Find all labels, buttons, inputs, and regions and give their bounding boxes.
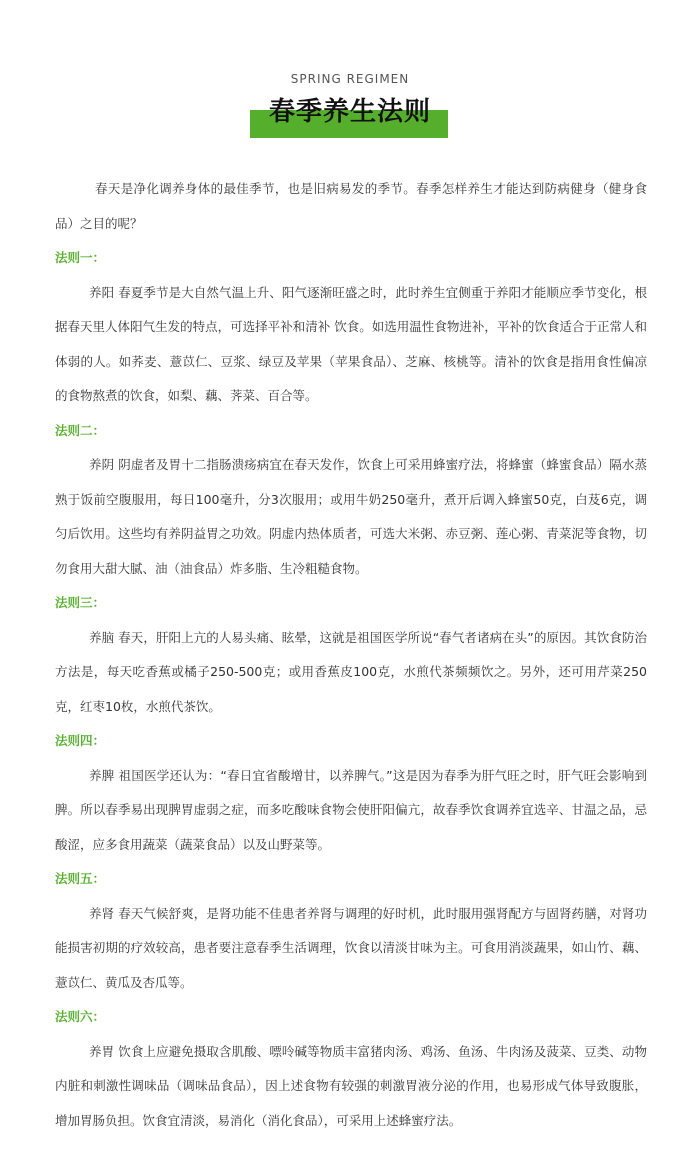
- rule-section-6: [55, 1000, 647, 1138]
- rule-text: 养胃 饮食上应避免摄取含肌酸、嘌呤碱等物质丰富猪肉汤、鸡汤、鱼汤、牛肉汤及菠菜、豆类、动物内脏和刺激性调味品（调味品食品），因上述食物有较强的刺激胃液分泌的作用，也易形成气体导致腹胀，增加胃肠负担。饮食宜清淡，易消化（消化食品），可采用上述蜂蜜疗法。: [55, 1043, 647, 1128]
- intro-paragraph: 春天是净化调养身体的最佳季节，也是旧病易发的季节。春季怎样养生才能达到防病健身（健身食品）之目的呢？: [55, 181, 647, 231]
- rule-section-5: [55, 862, 647, 1000]
- rule-section-1: [55, 241, 647, 414]
- rule-section-4: [55, 724, 647, 862]
- rule-section-3: [55, 586, 647, 724]
- page-title: 春季养生法则: [268, 97, 431, 127]
- rule-heading: 法则一：: [55, 250, 106, 265]
- rule-text: 养肾 春天气候舒爽，是肾功能不佳患者养肾与调理的好时机，此时服用强肾配方与固肾药膳，对肾功能损害初期的疗效较高，患者要注意春季生活调理，饮食以清淡甘味为主。可食用消淡蔬果，如山竹、藕、薏苡仁、黄瓜及杏瓜等。: [55, 905, 647, 990]
- rule-text: 养脾 祖国医学还认为：“春日宜省酸增甘，以养脾气。”这是因为春季为肝气旺之时，肝气旺会影响到脾。所以春季易出现脾胃虚弱之症，而多吃酸味食物会使肝阳偏亢，故春季饮食调养宜选辛、甘温之品，忌酸涩，应多食用蔬菜（蔬菜食品）以及山野菜等。: [55, 767, 647, 852]
- rule-heading: 法则四：: [55, 733, 106, 748]
- rule-heading: 法则六：: [55, 1009, 106, 1024]
- rule-heading: 法则二：: [55, 422, 106, 438]
- rule-heading: 法则三：: [55, 595, 106, 610]
- rule-text: 养阳 春夏季节是大自然气温上升、阳气逐渐旺盛之时，此时养生宜侧重于养阳才能顺应季节变化，根据春天里人体阳气生发的特点，可选择平补和清补 饮食。如选用温性食物进补，平补的饮食适合于正常人和体弱的人。如荞麦、薏苡仁、豆浆、绿豆及苹果（苹果食品）、芝麻、核桃等。清补的饮食是指用食性偏凉的食物熬煮的饮食，如梨、藕、荠菜、百合等。: [55, 284, 647, 403]
- rule-text: 养脑 春天，肝阳上亢的人易头痛、眩晕，这就是祖国医学所说“春气者诸病在头”的原因。其饮食防治方法是，每天吃香蕉或橘子250-500克；或用香蕉皮100克，水煎代茶频频饮之。另外，还可用芹菜250克，红枣10枚，水煎代茶饮。: [55, 629, 647, 714]
- rule-text: 养阴 阴虚者及胃十二指肠溃疡病宜在春天发作，饮食上可采用蜂蜜疗法，将蜂蜜（蜂蜜食品）隔水蒸熟于饭前空腹服用，每日100毫升，分3次服用；或用牛奶250毫升，煮开后调入蜂蜜50克，白芨6克，调匀后饮用。这些均有养阴益胃之功效。阴虚内热体质者，可选大米粥、赤豆粥、莲心粥、青菜泥等食物，切勿食用大甜大腻、油（油食品）炸多脂、生冷粗糙食物。: [55, 457, 647, 576]
- kicker: SPRING REGIMEN: [290, 72, 410, 86]
- rule-section-2: [55, 414, 647, 587]
- rule-heading: 法则五：: [55, 871, 106, 886]
- article-body: [55, 172, 647, 1138]
